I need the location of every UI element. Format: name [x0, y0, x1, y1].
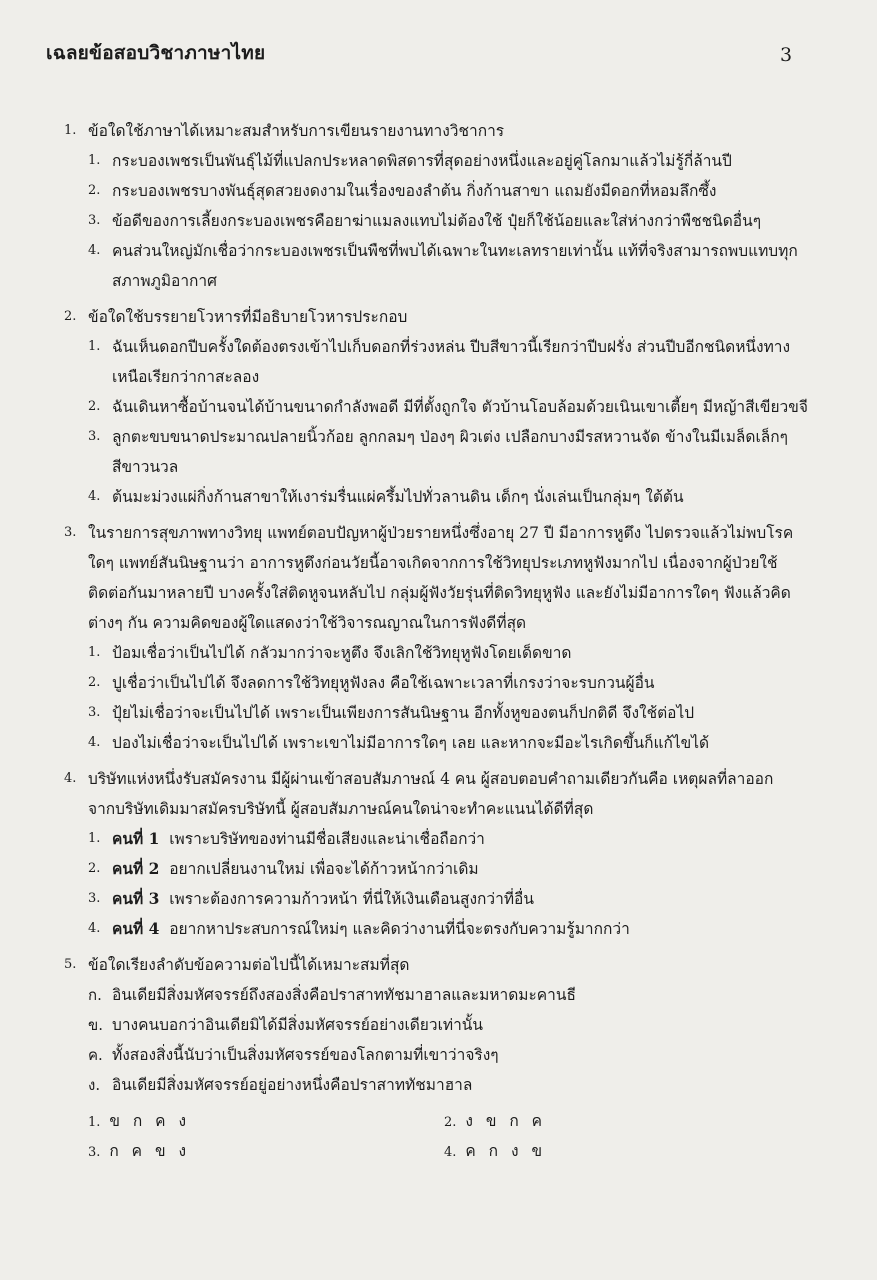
question-4 — [0, 764, 877, 944]
question-number: 1. — [64, 123, 77, 138]
statement-kho — [0, 1010, 877, 1040]
option-text: ข้อดีของการเลี้ยงกระบองเพชรคือยาฆ่าแมลงแทบไม่ต้องใช้ ปุ๋ยก็ใช้น้อยและใส่ห่างกว่าพืชชนิดอื่นๆ — [112, 212, 762, 230]
question-stem-continued: ติดต่อกันมาหลายปี บางครั้งใส่ติดหูจนหลับไป กลุ่มผู้ฟังวัยรุ่นที่ติดวิทยุหูฟัง และยังไม่มีอาการใดๆ ฟังแล้วคิด — [88, 584, 791, 602]
option-3 — [0, 422, 877, 452]
option-1 — [0, 824, 877, 854]
option-2 — [0, 854, 877, 884]
option-4 — [0, 914, 877, 944]
option-text: ปูเชื่อว่าเป็นไปได้ จึงลดการใช้วิทยุหูฟังลง คือใช้เฉพาะเวลาที่เกรงว่าจะรบกวนผู้อื่น — [112, 674, 655, 692]
question-5 — [0, 950, 877, 1166]
option-text: ลูกตะขบขนาดประมาณปลายนิ้วก้อย ลูกกลมๆ ป่องๆ ผิวเต่ง เปลือกบางมีรสหวานจัด ข้างในมีเมล็ดเล็กๆ — [112, 428, 789, 446]
option-text-continued: เหนือเรียกว่ากาสะลอง — [112, 368, 260, 386]
statement-ko — [0, 980, 877, 1010]
option-4 — [0, 482, 877, 512]
option-number: 3. — [88, 705, 101, 720]
option-text-continued: สภาพภูมิอากาศ — [112, 272, 217, 290]
answer-3 — [88, 1136, 190, 1168]
answer-row — [0, 1106, 877, 1136]
option-number: 3. — [88, 429, 101, 444]
question-stem-continued: ต่างๆ กัน ความคิดของผู้ใดแสดงว่าใช้วิจารณญาณในการฟังดีที่สุด — [88, 614, 527, 632]
option-text: เพราะบริษัทของท่านมีชื่อเสียงและน่าเชื่อถือกว่า — [169, 830, 485, 848]
option-2 — [0, 392, 877, 422]
statement-text: อินเดียมีสิ่งมหัศจรรย์ถึงสองสิ่งคือปราสาททัชมาฮาลและมหาดมะคานธี — [112, 986, 576, 1004]
option-number: 4. — [88, 243, 101, 258]
question-number: 4. — [64, 771, 77, 786]
statement-kho-khwai — [0, 1040, 877, 1070]
page-number: 3 — [780, 44, 793, 66]
option-person: คนที่ 3 — [112, 889, 160, 908]
question-number: 3. — [64, 525, 77, 540]
statement-text: บางคนบอกว่าอินเดียมิได้มีสิ่งมหัศจรรย์อย่างเดียวเท่านั้น — [112, 1016, 484, 1034]
option-3 — [0, 698, 877, 728]
option-number: 3. — [88, 213, 101, 228]
option-1 — [0, 638, 877, 668]
option-text: เพราะต้องการความก้าวหน้า ที่นี่ให้เงินเดือนสูงกว่าที่อื่น — [169, 890, 534, 908]
question-stem-continued: ใดๆ แพทย์สันนิษฐานว่า อาการหูตึงก่อนวัยนี้อาจเกิดจากการใช้วิทยุประเภทหูฟังมากไป เนื่องจากผู้ป่วยใช้ — [88, 554, 778, 572]
answer-number: 3. — [88, 1145, 101, 1160]
option-4 — [0, 236, 877, 266]
question-1 — [0, 116, 877, 296]
answer-2 — [444, 1106, 546, 1138]
option-number: 1. — [88, 339, 101, 354]
option-text: ปองไม่เชื่อว่าจะเป็นไปได้ เพราะเขาไม่มีอาการใดๆ เลย และหากจะมีอะไรเกิดขึ้นก็แก้ไขได้ — [112, 734, 710, 752]
question-stem: ข้อใดใช้ภาษาได้เหมาะสมสำหรับการเขียนรายงานทางวิชาการ — [88, 122, 505, 140]
question-stem: ข้อใดเรียงลำดับข้อความต่อไปนี้ได้เหมาะสมที่สุด — [88, 956, 410, 974]
option-1 — [0, 146, 877, 176]
question-stem: บริษัทแห่งหนึ่งรับสมัครงาน มีผู้ผ่านเข้าสอบสัมภาษณ์ 4 คน ผู้สอบตอบคำถามเดียวกันคือ เหตุผลที่ลาออก — [88, 770, 774, 788]
option-text: คนส่วนใหญ่มักเชื่อว่ากระบองเพชรเป็นพืชที่พบได้เฉพาะในทะเลทรายเท่านั้น แท้ที่จริงสามารถพบแทบทุก — [112, 242, 798, 260]
option-text: กระบองเพชรเป็นพันธุ์ไม้ที่แปลกประหลาดพิสดารที่สุดอย่างหนึ่งและอยู่คู่โลกมาแล้วไม่รู้กี่ล้านปี — [112, 152, 732, 170]
answer-text: ก ค ข ง — [109, 1142, 191, 1160]
statement-letter: ข. — [88, 1016, 104, 1034]
answer-1 — [88, 1106, 190, 1138]
header-title: เฉลยข้อสอบวิชาภาษาไทย — [46, 42, 266, 64]
option-text: อยากเปลี่ยนงานใหม่ เพื่อจะได้ก้าวหน้ากว่าเดิม — [169, 860, 479, 878]
option-number: 4. — [88, 735, 101, 750]
option-number: 1. — [88, 153, 101, 168]
option-person: คนที่ 4 — [112, 919, 160, 938]
question-stem-continued: จากบริษัทเดิมมาสมัครบริษัทนี้ ผู้สอบสัมภาษณ์คนใดน่าจะทำคะแนนได้ดีที่สุด — [88, 800, 594, 818]
statement-letter: ง. — [88, 1076, 101, 1094]
option-number: 2. — [88, 861, 101, 876]
question-number: 5. — [64, 957, 77, 972]
option-4 — [0, 728, 877, 758]
option-text: ต้นมะม่วงแผ่กิ่งก้านสาขาให้เงาร่มรื่นแผ่ครึ้มไปทั่วลานดิน เด็กๆ นั่งเล่นเป็นกลุ่มๆ ใต้ต้น — [112, 488, 684, 506]
answer-number: 1. — [88, 1115, 101, 1130]
statement-letter: ค. — [88, 1046, 103, 1064]
option-text: ปุ้ยไม่เชื่อว่าจะเป็นไปได้ เพราะเป็นเพียงการสันนิษฐาน อีกทั้งหูของตนก็ปกติดี จึงใช้ต่อไป — [112, 704, 695, 722]
option-text: ป้อมเชื่อว่าเป็นไปได้ กลัวมากว่าจะหูตึง จึงเลิกใช้วิทยุหูฟังโดยเด็ดขาด — [112, 644, 572, 662]
option-text-continued: สีขาวนวล — [112, 458, 179, 476]
answer-number: 4. — [444, 1145, 457, 1160]
question-3 — [0, 518, 877, 758]
option-number: 4. — [88, 921, 101, 936]
option-number: 2. — [88, 675, 101, 690]
question-stem: ในรายการสุขภาพทางวิทยุ แพทย์ตอบปัญหาผู้ป่วยรายหนึ่งซึ่งอายุ 27 ปี มีอาการหูตึง ไปตรวจแล้วไม่พบโรค — [88, 524, 794, 542]
option-text: ฉันเห็นดอกปีบครั้งใดต้องตรงเข้าไปเก็บดอกที่ร่วงหล่น ปีบสีขาวนี้เรียกว่าปีบฝรั่ง ส่วนปีบอีกชนิดหนึ่งทาง — [112, 338, 791, 356]
exam-content — [0, 116, 877, 1166]
statement-letter: ก. — [88, 986, 102, 1004]
answer-row — [0, 1136, 877, 1166]
statement-text: ทั้งสองสิ่งนี้นับว่าเป็นสิ่งมหัศจรรย์ของโลกตามที่เขาว่าจริงๆ — [112, 1046, 499, 1064]
option-person: คนที่ 2 — [112, 859, 160, 878]
option-person: คนที่ 1 — [112, 829, 160, 848]
option-text: กระบองเพชรบางพันธุ์สุดสวยงดงามในเรื่องของลำต้น กิ่งก้านสาขา แถมยังมีดอกที่หอมลึกซึ้ง — [112, 182, 717, 200]
option-number: 1. — [88, 645, 101, 660]
statement-ngo — [0, 1070, 877, 1100]
question-stem: ข้อใดใช้บรรยายโวหารที่มีอธิบายโวหารประกอบ — [88, 308, 408, 326]
question-2 — [0, 302, 877, 512]
option-number: 3. — [88, 891, 101, 906]
answer-text: ค ก ง ข — [465, 1142, 547, 1160]
option-text: อยากหาประสบการณ์ใหม่ๆ และคิดว่างานที่นี่จะตรงกับความรู้มากกว่า — [169, 920, 630, 938]
statement-text: อินเดียมีสิ่งมหัศจรรย์อยู่อย่างหนึ่งคือปราสาททัชมาฮาล — [112, 1076, 473, 1094]
answer-text: ข ก ค ง — [109, 1112, 191, 1130]
option-2 — [0, 668, 877, 698]
option-1 — [0, 332, 877, 362]
option-3 — [0, 206, 877, 236]
question-number: 2. — [64, 309, 77, 324]
answer-4 — [444, 1136, 546, 1168]
option-2 — [0, 176, 877, 206]
option-number: 4. — [88, 489, 101, 504]
option-number: 2. — [88, 183, 101, 198]
option-number: 1. — [88, 831, 101, 846]
option-text: ฉันเดินหาซื้อบ้านจนได้บ้านขนาดกำลังพอดี มีที่ตั้งถูกใจ ตัวบ้านโอบล้อมด้วยเนินเขาเตี้ยๆ มีหญ้าสีเขียวขจี — [112, 398, 808, 416]
option-3 — [0, 884, 877, 914]
answer-number: 2. — [444, 1115, 457, 1130]
answer-text: ง ข ก ค — [465, 1112, 547, 1130]
option-number: 2. — [88, 399, 101, 414]
